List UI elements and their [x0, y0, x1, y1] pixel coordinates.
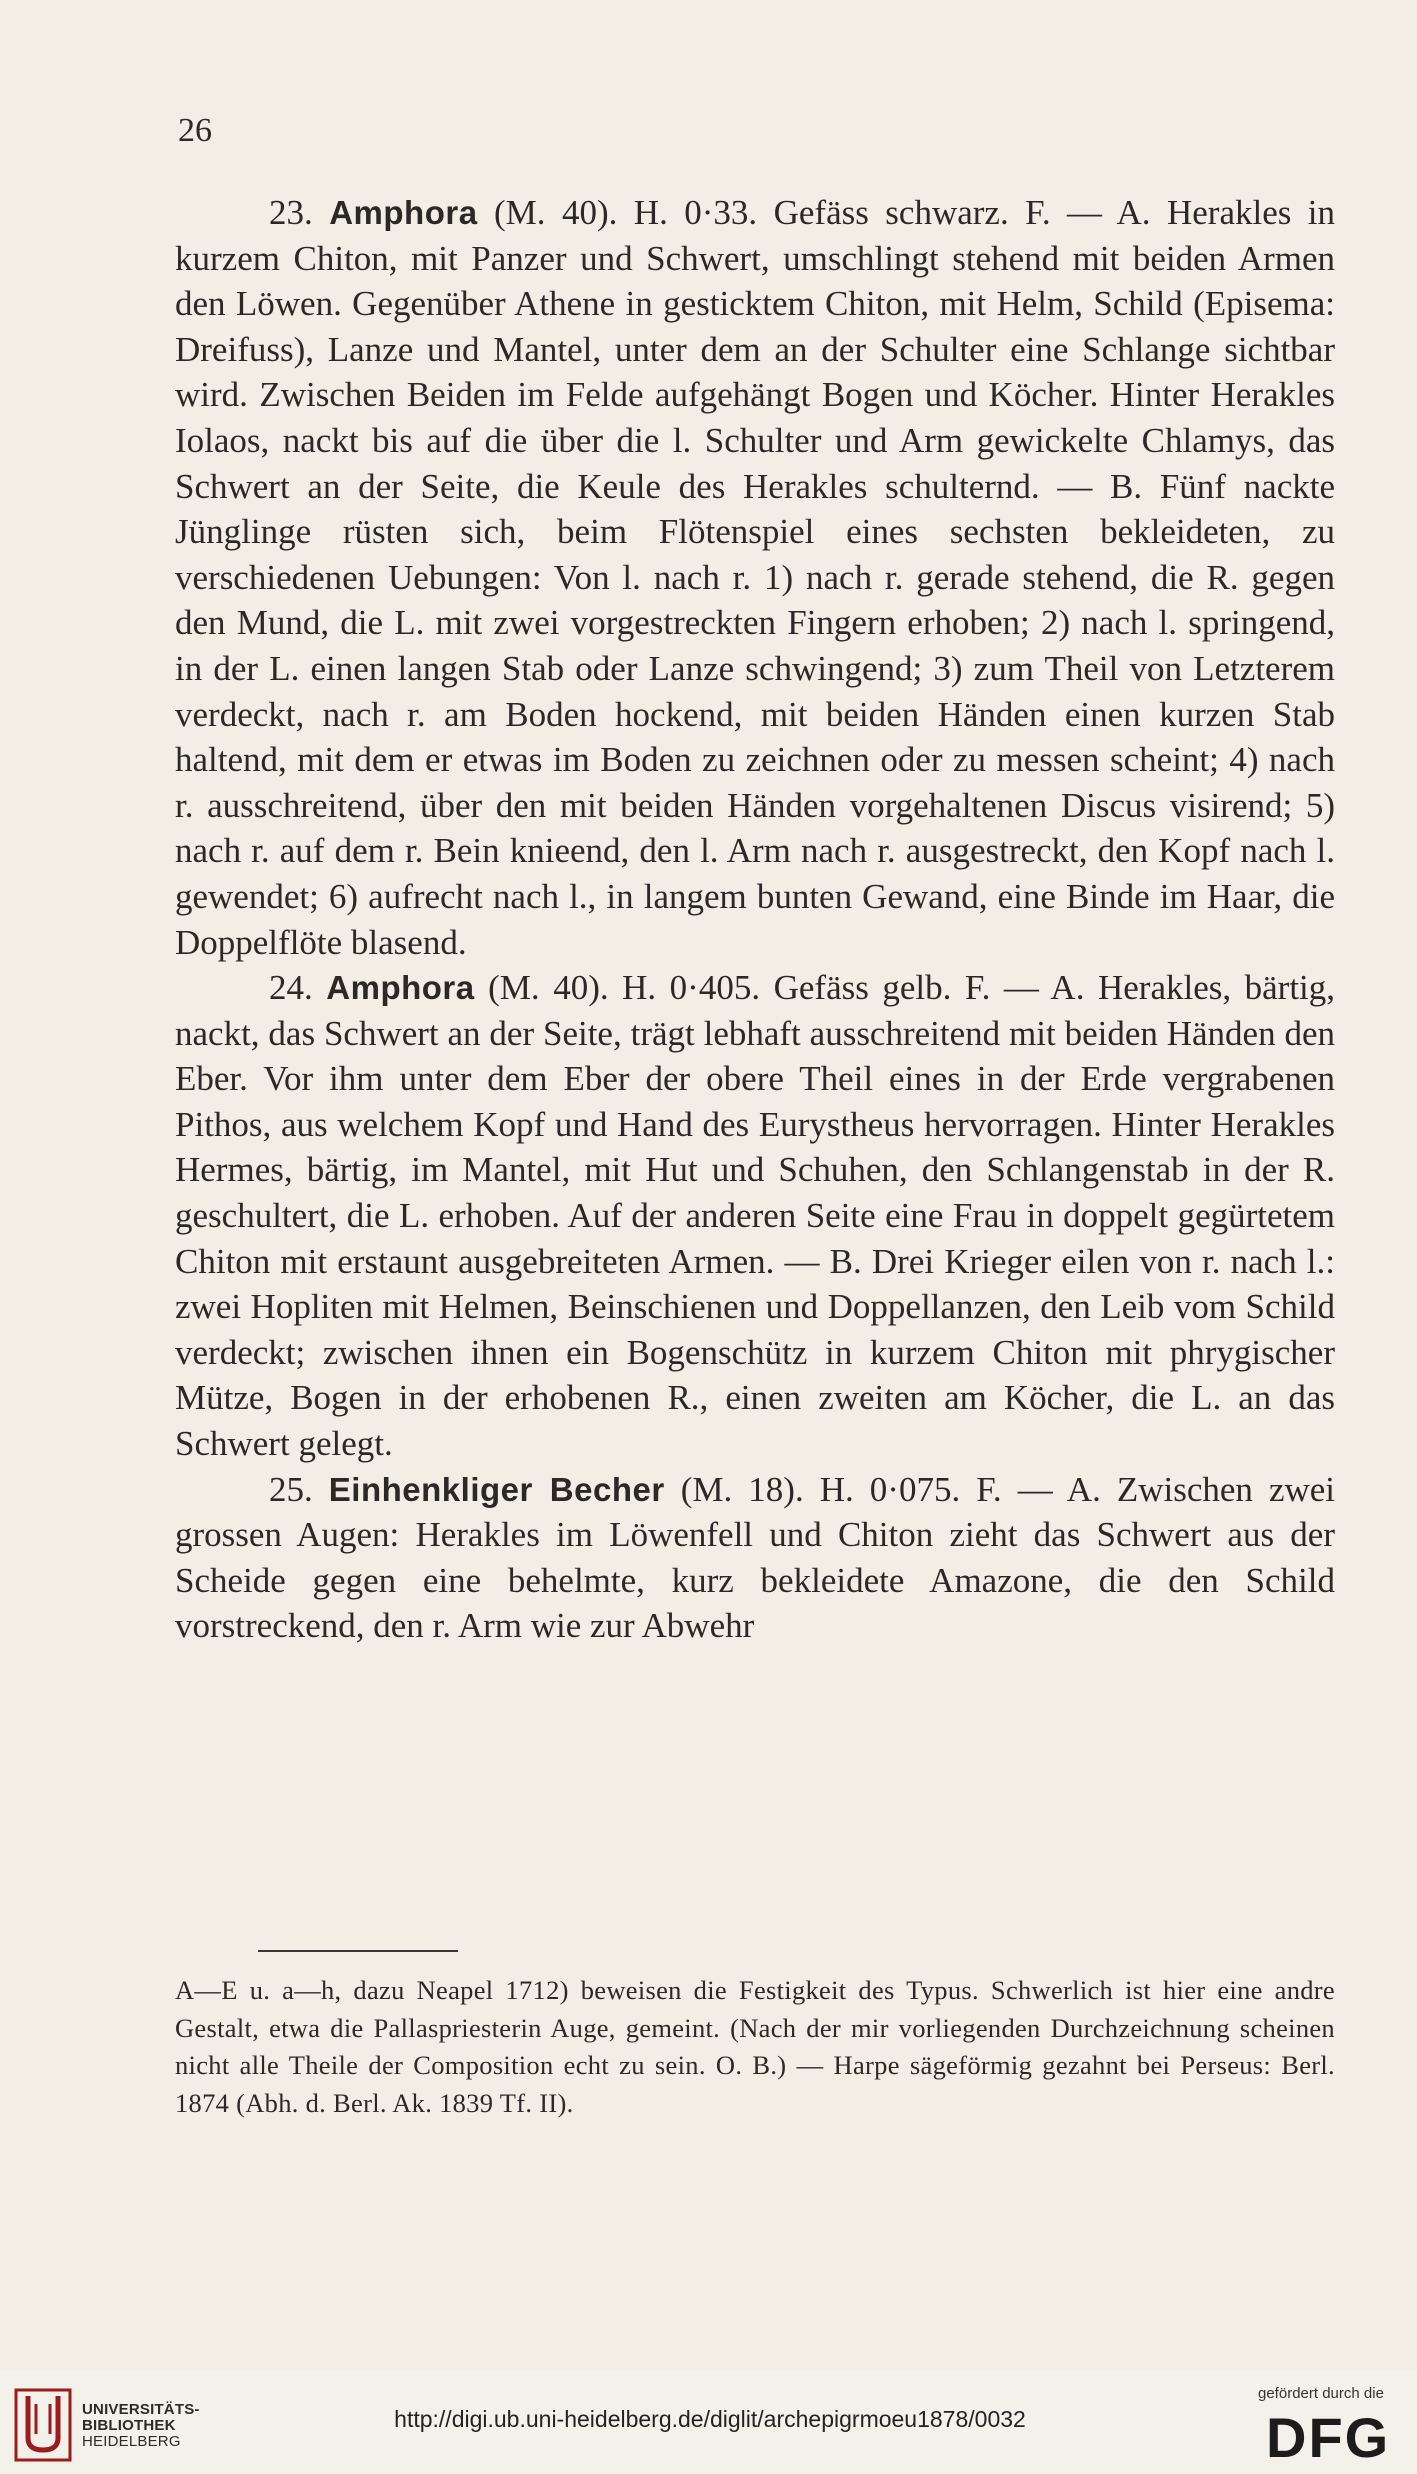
dfg-logo: DFG [1266, 2406, 1391, 2469]
entry-title: Amphora [326, 969, 475, 1007]
body-text [175, 190, 1335, 1649]
funded-by-label: gefördert durch die [1258, 2385, 1384, 2402]
entry-title: Amphora [329, 194, 478, 231]
footnote: A—E u. a—h, dazu Neapel 1712) beweisen die Festigkeit des Typus. Schwerlich ist hier eine andre Gestalt, etwa die Pallaspriesterin Auge, gemeint. (Nach der mir vorliegenden Durchzeichnung scheinen nicht alle Theile der Composition echt zu sein. O. B.) — Harpe sägeförmig gezahnt bei Perseus: Berl. 1874 (Abh. d. Berl. Ak. 1839 Tf. II). [175, 1975, 1335, 2118]
university-library-name [82, 2402, 200, 2450]
entry-text: (M. 18). H. 0·075. F. — A. Zwischen zwei grossen Augen: Herakles im Löwenfell und Chiton zieht das Schwert aus der Scheide gegen eine behelmte, kurz bekleidete Amazone, die den Schild vorstreckend, den r. Arm wie zur Abwehr [175, 1469, 1336, 1646]
library-name-line: BIBLIOTHEK [82, 2417, 176, 2434]
entry-text: (M. 40). H. 0·33. Gefäss schwarz. F. — A. Herakles in kurzem Chiton, mit Panzer und Schwert, umschlingt stehend mit beiden Armen den Löwen. Gegenüber Athene in gesticktem Chiton, mit Helm, Schild (Episema: Dreifuss), Lanze und Mantel, unter dem an der Schulter eine Schlange sichtbar wird. Zwischen Beiden im Felde aufgehängt Bogen und Köcher. Hinter Herakles Iolaos, nackt bis auf die über die l. Schulter und Arm gewickelte Chlamys, das Schwert an der Seite, die Keule des Herakles schulternd. — B. Fünf nackte Jünglinge rüsten sich, beim Flötenspiel eines sechsten bekleideten, zu verschiedenen Uebungen: Von l. nach r. 1) nach r. gerade stehend, die R. gegen den Mund, die L. mit zwei vorgestreckten Fingern erhoben; 2) nach l. springend, in der L. einen langen Stab oder Lanze schwingend; 3) zum Theil von Letzterem verdeckt, nach r. am Boden hockend, mit beiden Händen einen kurzen Stab haltend, mit dem er etwas im Boden zu zeichnen oder zu messen scheint; 4) nach r. ausschreitend, über den mit beiden Händen vorgehaltenen Discus visirend; 5) nach r. auf dem r. Bein knieend, den l. Arm nach r. ausgestreckt, den Kopf nach l. gewendet; 6) aufrecht nach l., in langem bunten Gewand, eine Binde im Haar, die Doppelflöte blasend. [175, 193, 1336, 962]
entry-number: 24. [269, 968, 313, 1008]
entry-title: Einhenkliger Becher [328, 1470, 665, 1508]
source-url-link[interactable]: http://digi.ub.uni-heidelberg.de/diglit/archepigrmoeu1878/0032 [394, 2406, 1026, 2432]
catalog-entry-23 [175, 190, 1335, 965]
entry-number: 25. [269, 1469, 313, 1509]
entry-text: (M. 40). H. 0·405. Gefäss gelb. F. — A. Herakles, bärtig, nackt, das Schwert an der Seite, trägt lebhaft ausschreitend mit beiden Händen den Eber. Vor ihm unter dem Eber der obere Theil eines in der Erde vergrabenen Pithos, aus welchem Kopf und Hand des Eurystheus hervorragen. Hinter Herakles Hermes, bärtig, im Mantel, mit Hut und Schuhen, den Schlangenstab in der R. geschultert, die L. erhoben. Auf der anderen Seite eine Frau in doppelt gegürtetem Chiton mit erstaunt ausgebreiteten Armen. — B. Drei Krieger eilen von r. nach l.: zwei Hopliten mit Helmen, Beinschienen und Doppellanzen, den Leib vom Schild verdeckt; zwischen ihnen ein Bogenschütz in kurzem Chiton mit phrygischer Mütze, Bogen in der erhobenen R., einen zweiten am Köcher, die L. an das Schwert gelegt. [175, 968, 1336, 1464]
library-name-line: HEIDELBERG [82, 2433, 181, 2450]
footnote-divider [258, 1950, 458, 1952]
catalog-entry-24 [175, 965, 1335, 1467]
library-name-line: UNIVERSITÄTS- [82, 2401, 200, 2418]
catalog-entry-25 [175, 1467, 1335, 1649]
university-library-logo-icon [14, 2384, 72, 2464]
page-number: 26 [178, 112, 212, 149]
entry-number: 23. [269, 193, 313, 232]
